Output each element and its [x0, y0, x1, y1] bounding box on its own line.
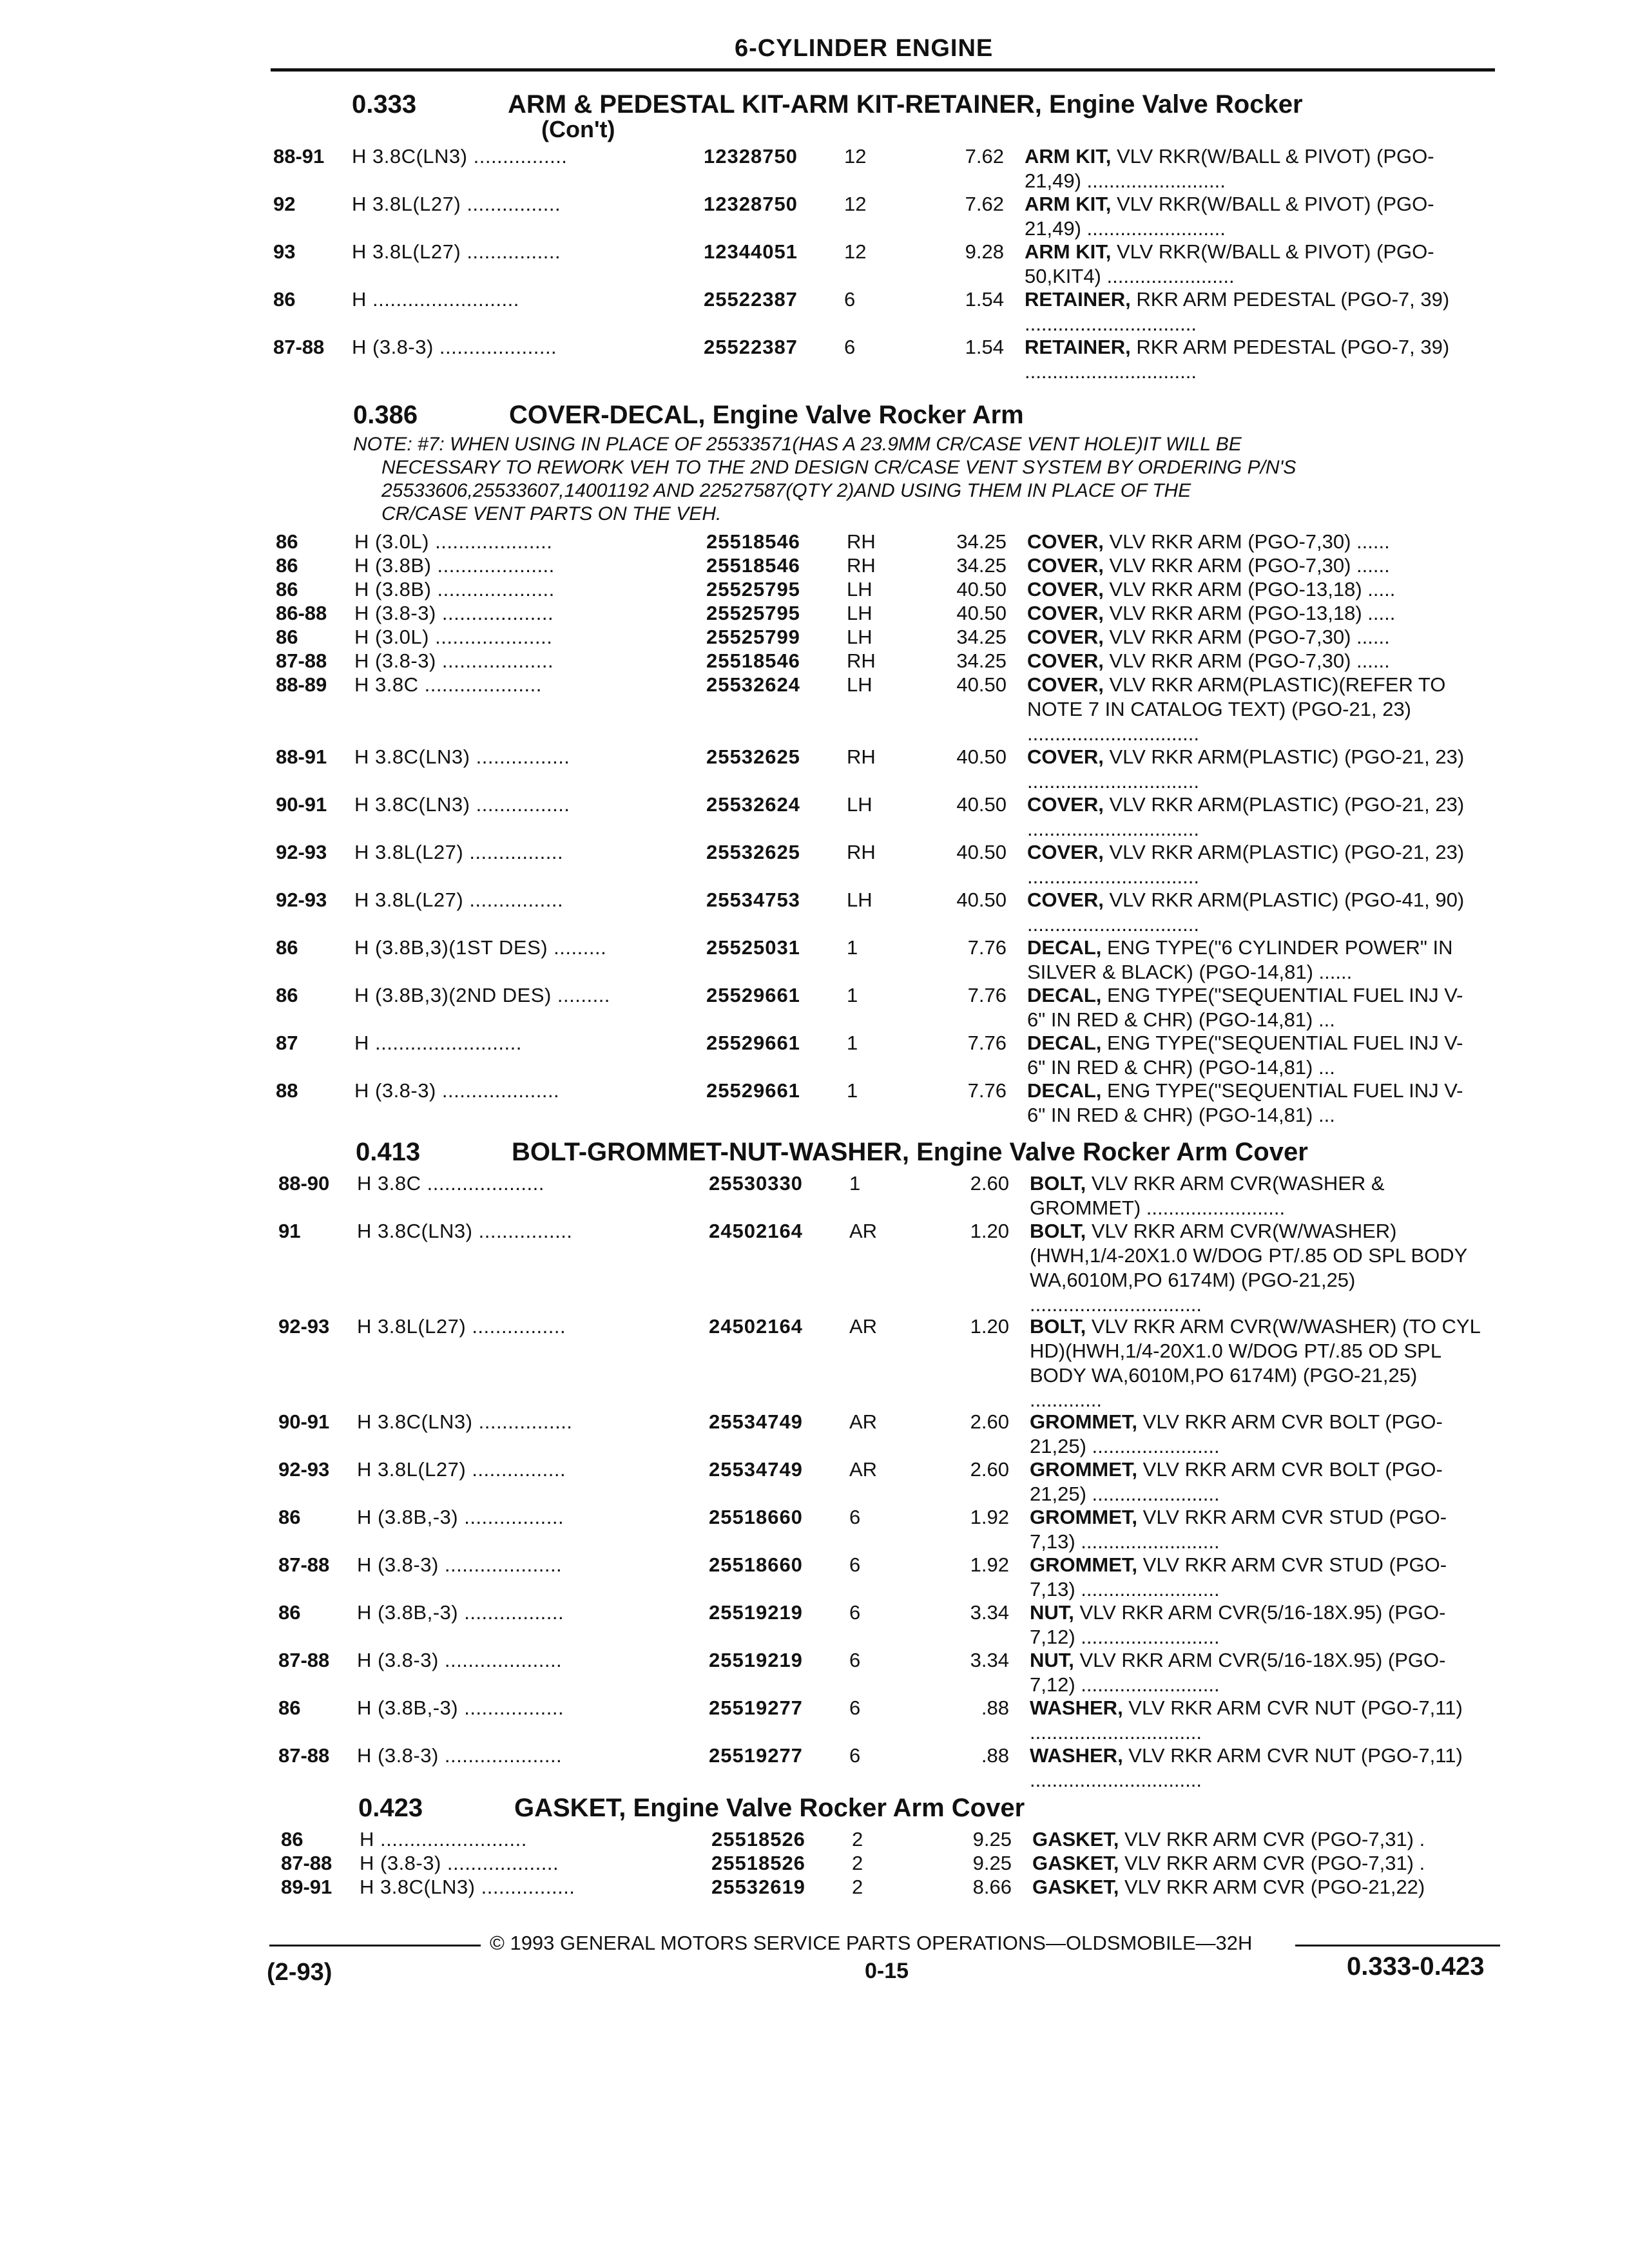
part-number-cell: 25532625 [706, 745, 800, 768]
description-text: VLV RKR ARM CVR (PGO-7,31) . [1119, 1852, 1425, 1874]
description-text: VLV RKR ARM (PGO-7,30) ...... [1103, 554, 1390, 577]
model-cell: H (3.8-3) ................... [354, 649, 554, 672]
price-cell: 40.50 [956, 578, 1007, 601]
price-cell: 34.25 [956, 554, 1007, 577]
part-number-cell: 25534749 [709, 1410, 803, 1433]
description-keyword: RETAINER, [1025, 336, 1131, 358]
price-cell: 40.50 [956, 793, 1007, 816]
catalog-note [353, 433, 1461, 526]
quantity-cell: RH [847, 554, 876, 577]
note-line: CR/CASE VENT PARTS ON THE VEH. [381, 503, 722, 524]
price-cell: 40.50 [956, 889, 1007, 911]
part-number-cell: 12344051 [704, 240, 798, 263]
description-keyword: COVER, [1027, 602, 1104, 624]
description-cell [1025, 287, 1476, 336]
price-cell: 7.62 [965, 193, 1004, 215]
model-cell: H (3.8-3) .................... [357, 1553, 563, 1576]
description-cell [1027, 673, 1478, 746]
year-cell: 91 [278, 1220, 301, 1242]
note-line: NOTE: #7: WHEN USING IN PLACE OF 25533571(HAS A 23.9MM CR/CASE VENT HOLE)IT WILL BE [353, 434, 1242, 455]
description-text: VLV RKR ARM CVR(5/16-18X.95) (PGO-7,12) ......................... [1030, 1649, 1446, 1696]
part-number-cell: 25534753 [706, 889, 800, 911]
year-cell: 92-93 [276, 841, 327, 863]
part-number-cell: 25529661 [706, 984, 800, 1006]
section-number: 0.386 [353, 401, 418, 429]
year-cell: 90-91 [276, 793, 327, 816]
quantity-cell: 6 [849, 1506, 861, 1528]
footer-date: (2-93) [267, 1959, 333, 1986]
price-cell: 40.50 [956, 841, 1007, 863]
part-number-cell: 25525795 [706, 578, 800, 601]
description-text: VLV RKR ARM CVR (PGO-7,31) . [1119, 1828, 1425, 1850]
quantity-cell: RH [847, 841, 876, 863]
model-cell: H 3.8C(LN3) ................ [357, 1410, 573, 1433]
description-text: VLV RKR ARM CVR(W/WASHER) (HWH,1/4-20X1.0 W/DOG PT/.85 OD SPL BODY WA,6010M,PO 6174M) (PGO-21,25) ............................... [1030, 1220, 1467, 1316]
year-cell: 86 [278, 1601, 301, 1624]
description-keyword: COVER, [1027, 649, 1104, 672]
model-cell: H 3.8C(LN3) ................ [357, 1220, 573, 1242]
description-text: VLV RKR ARM CVR(WASHER & GROMMET) ......................... [1030, 1172, 1385, 1219]
description-text: VLV RKR ARM CVR NUT (PGO-7,11) ............................... [1030, 1744, 1463, 1791]
price-cell: .88 [981, 1696, 1009, 1719]
quantity-cell: 2 [852, 1828, 863, 1850]
quantity-cell: LH [847, 626, 872, 648]
price-cell: 9.25 [972, 1828, 1012, 1850]
part-number-cell: 25518526 [711, 1828, 805, 1850]
year-cell: 88-91 [273, 145, 325, 168]
year-cell: 87-88 [278, 1553, 330, 1576]
model-cell: H (3.8-3) .................... [354, 1079, 560, 1102]
model-cell: H 3.8C(LN3) ................ [354, 793, 570, 816]
description-text: ENG TYPE("SEQUENTIAL FUEL INJ V-6" IN RED & CHR) (PGO-14,81) ... [1027, 1032, 1463, 1079]
model-cell: H (3.8B) .................... [354, 554, 555, 577]
section-subtitle: (Con't) [541, 116, 615, 142]
quantity-cell: AR [849, 1458, 878, 1481]
description-keyword: COVER, [1027, 889, 1104, 911]
description-text: VLV RKR ARM (PGO-7,30) ...... [1103, 530, 1390, 553]
description-keyword: DECAL, [1027, 936, 1102, 959]
part-number-cell: 25529661 [706, 1032, 800, 1054]
part-number-cell: 25522387 [704, 288, 798, 311]
description-cell [1032, 1827, 1483, 1852]
part-number-cell: 25530330 [709, 1172, 803, 1195]
description-cell [1030, 1171, 1481, 1220]
price-cell: 7.76 [967, 1079, 1007, 1102]
price-cell: 7.76 [967, 1032, 1007, 1054]
quantity-cell: 12 [844, 240, 867, 263]
quantity-cell: 2 [852, 1852, 863, 1874]
section-title: GASKET, Engine Valve Rocker Arm Cover [514, 1794, 1025, 1822]
description-keyword: DECAL, [1027, 984, 1102, 1006]
part-number-cell: 25519277 [709, 1744, 803, 1767]
description-cell [1030, 1553, 1481, 1602]
price-cell: 7.62 [965, 145, 1004, 168]
price-cell: 2.60 [970, 1458, 1009, 1481]
description-keyword: COVER, [1027, 841, 1104, 863]
description-cell [1030, 1648, 1481, 1697]
part-number-cell: 12328750 [704, 193, 798, 215]
description-text: VLV RKR ARM CVR NUT (PGO-7,11) ............................... [1030, 1696, 1463, 1744]
model-cell: H (3.8B,-3) ................. [357, 1696, 564, 1719]
part-number-cell: 25518526 [711, 1852, 805, 1874]
price-cell: .88 [981, 1744, 1009, 1767]
description-keyword: COVER, [1027, 626, 1104, 648]
part-number-cell: 25532625 [706, 841, 800, 863]
description-cell [1027, 936, 1478, 985]
part-number-cell: 25522387 [704, 336, 798, 358]
description-keyword: DECAL, [1027, 1032, 1102, 1054]
description-text: VLV RKR ARM (PGO-13,18) ..... [1103, 578, 1396, 601]
description-text: VLV RKR ARM CVR STUD (PGO-7,13) ......................... [1030, 1506, 1447, 1553]
part-number-cell: 24502164 [709, 1220, 803, 1242]
section-number: 0.413 [356, 1138, 421, 1166]
year-cell: 86 [278, 1696, 301, 1719]
quantity-cell: 6 [849, 1696, 861, 1719]
description-keyword: COVER, [1027, 673, 1104, 696]
model-cell: H 3.8L(L27) ................ [354, 889, 564, 911]
description-cell [1027, 649, 1478, 673]
description-text: VLV RKR ARM CVR BOLT (PGO-21,25) ....................... [1030, 1458, 1443, 1505]
model-cell: H 3.8C .................... [357, 1172, 545, 1195]
model-cell: H (3.8-3) ................... [354, 602, 554, 624]
description-text: VLV RKR(W/BALL & PIVOT) (PGO-50,KIT4) ....................... [1025, 240, 1434, 287]
description-keyword: BOLT, [1030, 1315, 1086, 1338]
price-cell: 34.25 [956, 649, 1007, 672]
quantity-cell: LH [847, 793, 872, 816]
description-cell [1030, 1600, 1481, 1649]
description-cell [1027, 745, 1478, 794]
price-cell: 3.34 [970, 1649, 1009, 1671]
description-keyword: NUT, [1030, 1601, 1074, 1624]
section-heading-0413 [356, 1138, 1490, 1169]
description-keyword: GASKET, [1032, 1852, 1119, 1874]
year-cell: 87-88 [278, 1649, 330, 1671]
price-cell: 1.54 [965, 288, 1004, 311]
description-text: RKR ARM PEDESTAL (PGO-7, 39) ............................... [1025, 288, 1450, 335]
year-cell: 88-89 [276, 673, 327, 696]
description-keyword: COVER, [1027, 793, 1104, 816]
model-cell: H (3.8-3) .................... [352, 336, 557, 358]
description-cell [1032, 1875, 1483, 1899]
year-cell: 86 [276, 984, 298, 1006]
quantity-cell: 6 [849, 1601, 861, 1624]
description-keyword: DECAL, [1027, 1079, 1102, 1102]
page-header-title: 6-CYLINDER ENGINE [735, 35, 994, 62]
description-text: VLV RKR ARM (PGO-13,18) ..... [1103, 602, 1396, 624]
quantity-cell: AR [849, 1410, 878, 1433]
description-cell [1027, 840, 1478, 889]
part-number-cell: 25532624 [706, 673, 800, 696]
year-cell: 89-91 [281, 1876, 333, 1898]
description-cell [1027, 625, 1478, 649]
price-cell: 1.20 [970, 1315, 1009, 1338]
model-cell: H ......................... [352, 288, 519, 311]
price-cell: 1.54 [965, 336, 1004, 358]
part-number-cell: 25529661 [706, 1079, 800, 1102]
description-cell [1030, 1457, 1481, 1506]
section-heading-0423 [358, 1794, 1492, 1825]
model-cell: H 3.8C(LN3) ................ [354, 745, 570, 768]
part-number-cell: 25518660 [709, 1506, 803, 1528]
quantity-cell: 6 [844, 288, 856, 311]
year-cell: 86-88 [276, 602, 327, 624]
price-cell: 34.25 [956, 530, 1007, 553]
description-cell [1027, 1031, 1478, 1080]
year-cell: 86 [276, 578, 298, 601]
year-cell: 86 [276, 936, 298, 959]
quantity-cell: LH [847, 602, 872, 624]
description-cell [1030, 1219, 1481, 1317]
year-cell: 93 [273, 240, 296, 263]
section-title: BOLT-GROMMET-NUT-WASHER, Engine Valve Rocker Arm Cover [512, 1138, 1308, 1166]
price-cell: 7.76 [967, 936, 1007, 959]
description-keyword: WASHER, [1030, 1696, 1123, 1719]
model-cell: H 3.8L(L27) ................ [352, 240, 561, 263]
description-text: VLV RKR ARM CVR STUD (PGO-7,13) ......................... [1030, 1553, 1447, 1600]
price-cell: 40.50 [956, 673, 1007, 696]
quantity-cell: 1 [849, 1172, 861, 1195]
year-cell: 92-93 [278, 1315, 330, 1338]
year-cell: 87-88 [273, 336, 325, 358]
header-rule [271, 68, 1495, 72]
description-cell [1027, 577, 1478, 602]
quantity-cell: RH [847, 530, 876, 553]
price-cell: 34.25 [956, 626, 1007, 648]
description-keyword: COVER, [1027, 530, 1104, 553]
part-number-cell: 25525795 [706, 602, 800, 624]
model-cell: H (3.8B) .................... [354, 578, 555, 601]
description-cell [1030, 1314, 1481, 1412]
description-cell [1027, 553, 1478, 578]
quantity-cell: 1 [847, 1079, 858, 1102]
price-cell: 40.50 [956, 745, 1007, 768]
model-cell: H (3.8-3) .................... [357, 1649, 563, 1671]
note-line: NECESSARY TO REWORK VEH TO THE 2ND DESIGN CR/CASE VENT SYSTEM BY ORDERING P/N'S [381, 457, 1296, 478]
price-cell: 1.92 [970, 1553, 1009, 1576]
part-number-cell: 25518546 [706, 649, 800, 672]
description-cell [1025, 192, 1476, 241]
model-cell: H 3.8L(L27) ................ [352, 193, 561, 215]
description-text: VLV RKR ARM CVR (PGO-21,22) [1119, 1876, 1425, 1898]
description-keyword: ARM KIT, [1025, 240, 1112, 263]
description-keyword: COVER, [1027, 578, 1104, 601]
part-number-cell: 25518546 [706, 554, 800, 577]
model-cell: H 3.8C(LN3) ................ [352, 145, 568, 168]
footer-rule-right [1295, 1945, 1500, 1946]
description-text: ENG TYPE("SEQUENTIAL FUEL INJ V-6" IN RED & CHR) (PGO-14,81) ... [1027, 1079, 1463, 1126]
description-text: VLV RKR ARM CVR(5/16-18X.95) (PGO-7,12) ......................... [1030, 1601, 1446, 1648]
price-cell: 9.25 [972, 1852, 1012, 1874]
year-cell: 86 [281, 1828, 304, 1850]
year-cell: 87-88 [276, 649, 327, 672]
description-keyword: GASKET, [1032, 1828, 1119, 1850]
description-keyword: ARM KIT, [1025, 145, 1112, 168]
model-cell: H 3.8C(LN3) ................ [360, 1876, 575, 1898]
price-cell: 3.34 [970, 1601, 1009, 1624]
quantity-cell: 1 [847, 984, 858, 1006]
description-cell [1030, 1744, 1481, 1792]
footer-copyright: © 1993 GENERAL MOTORS SERVICE PARTS OPERATIONS—OLDSMOBILE—32H [490, 1932, 1253, 1954]
part-number-cell: 12328750 [704, 145, 798, 168]
quantity-cell: AR [849, 1220, 878, 1242]
model-cell: H 3.8L(L27) ................ [354, 841, 564, 863]
note-line: 25533606,25533607,14001192 AND 22527587(QTY 2)AND USING THEM IN PLACE OF THE [381, 480, 1191, 501]
description-text: VLV RKR ARM CVR(W/WASHER) (TO CYL HD)(HWH,1/4-20X1.0 W/DOG PT/.85 OD SPL BODY WA,6010M,PO 6174M) (PGO-21,25) ............. [1030, 1315, 1480, 1411]
part-number-cell: 25525031 [706, 936, 800, 959]
price-cell: 9.28 [965, 240, 1004, 263]
model-cell: H (3.8-3) ................... [360, 1852, 559, 1874]
quantity-cell: 6 [844, 336, 856, 358]
part-number-cell: 25519277 [709, 1696, 803, 1719]
footer-rule-left [269, 1945, 481, 1946]
description-keyword: WASHER, [1030, 1744, 1123, 1767]
description-keyword: NUT, [1030, 1649, 1074, 1671]
quantity-cell: 12 [844, 145, 867, 168]
quantity-cell: 12 [844, 193, 867, 215]
description-keyword: GROMMET, [1030, 1410, 1138, 1433]
description-cell [1025, 335, 1476, 384]
year-cell: 86 [273, 288, 296, 311]
model-cell: H 3.8L(L27) ................ [357, 1458, 566, 1481]
description-keyword: BOLT, [1030, 1220, 1086, 1242]
model-cell: H (3.8B,3)(1ST DES) ......... [354, 936, 607, 959]
description-text: VLV RKR(W/BALL & PIVOT) (PGO-21,49) ......................... [1025, 145, 1434, 192]
price-cell: 2.60 [970, 1172, 1009, 1195]
description-cell [1027, 793, 1478, 841]
description-keyword: GROMMET, [1030, 1458, 1138, 1481]
section-number: 0.423 [358, 1794, 423, 1822]
description-keyword: GASKET, [1032, 1876, 1119, 1898]
quantity-cell: 6 [849, 1744, 861, 1767]
footer-section-range: 0.333-0.423 [1347, 1952, 1485, 1981]
quantity-cell: 2 [852, 1876, 863, 1898]
description-cell [1025, 240, 1476, 289]
description-keyword: BOLT, [1030, 1172, 1086, 1195]
description-cell [1027, 1079, 1478, 1128]
model-cell: H ......................... [360, 1828, 527, 1850]
year-cell: 88-91 [276, 745, 327, 768]
quantity-cell: 1 [847, 1032, 858, 1054]
year-cell: 86 [276, 626, 298, 648]
description-cell [1032, 1851, 1483, 1876]
part-number-cell: 25532619 [711, 1876, 805, 1898]
description-cell [1027, 530, 1478, 554]
description-keyword: RETAINER, [1025, 288, 1131, 311]
quantity-cell: LH [847, 889, 872, 911]
section-heading-0333 [352, 90, 1486, 121]
description-text: VLV RKR ARM(PLASTIC) (PGO-41, 90) ............................... [1027, 889, 1465, 936]
model-cell: H (3.8B,-3) ................. [357, 1506, 564, 1528]
price-cell: 2.60 [970, 1410, 1009, 1433]
price-cell: 1.20 [970, 1220, 1009, 1242]
part-number-cell: 25532624 [706, 793, 800, 816]
section-heading-0386 [353, 401, 1487, 432]
price-cell: 8.66 [972, 1876, 1012, 1898]
part-number-cell: 25518546 [706, 530, 800, 553]
model-cell: H 3.8C .................... [354, 673, 542, 696]
description-text: VLV RKR(W/BALL & PIVOT) (PGO-21,49) ......................... [1025, 193, 1434, 240]
price-cell: 7.76 [967, 984, 1007, 1006]
quantity-cell: AR [849, 1315, 878, 1338]
part-number-cell: 25525799 [706, 626, 800, 648]
part-number-cell: 25519219 [709, 1649, 803, 1671]
description-cell [1030, 1410, 1481, 1459]
description-text: VLV RKR ARM(PLASTIC) (PGO-21, 23) ............................... [1027, 793, 1465, 840]
description-text: VLV RKR ARM (PGO-7,30) ...... [1103, 649, 1390, 672]
year-cell: 86 [276, 554, 298, 577]
section-number: 0.333 [352, 90, 417, 119]
quantity-cell: RH [847, 745, 876, 768]
year-cell: 90-91 [278, 1410, 330, 1433]
model-cell: H (3.8-3) .................... [357, 1744, 563, 1767]
description-cell [1030, 1696, 1481, 1745]
description-keyword: GROMMET, [1030, 1506, 1138, 1528]
model-cell: H ......................... [354, 1032, 522, 1054]
model-cell: H (3.0L) .................... [354, 626, 553, 648]
section-title: COVER-DECAL, Engine Valve Rocker Arm [509, 401, 1024, 429]
description-text: VLV RKR ARM (PGO-7,30) ...... [1103, 626, 1390, 648]
price-cell: 1.92 [970, 1506, 1009, 1528]
year-cell: 88 [276, 1079, 298, 1102]
model-cell: H (3.8B,-3) ................. [357, 1601, 564, 1624]
year-cell: 88-90 [278, 1172, 330, 1195]
description-text: VLV RKR ARM(PLASTIC) (PGO-21, 23) ............................... [1027, 841, 1465, 888]
description-text: ENG TYPE("6 CYLINDER POWER" IN SILVER & BLACK) (PGO-14,81) ...... [1027, 936, 1453, 983]
quantity-cell: RH [847, 649, 876, 672]
part-number-cell: 24502164 [709, 1315, 803, 1338]
section-title: ARM & PEDESTAL KIT-ARM KIT-RETAINER, Engine Valve Rocker [508, 90, 1303, 119]
model-cell: H (3.8B,3)(2ND DES) ......... [354, 984, 610, 1006]
year-cell: 92 [273, 193, 296, 215]
description-text: VLV RKR ARM(PLASTIC) (PGO-21, 23) ............................... [1027, 745, 1465, 793]
quantity-cell: 1 [847, 936, 858, 959]
description-keyword: COVER, [1027, 745, 1104, 768]
description-keyword: ARM KIT, [1025, 193, 1112, 215]
description-text: VLV RKR ARM CVR BOLT (PGO-21,25) ....................... [1030, 1410, 1443, 1457]
year-cell: 86 [276, 530, 298, 553]
part-number-cell: 25534749 [709, 1458, 803, 1481]
year-cell: 92-93 [278, 1458, 330, 1481]
description-cell [1027, 888, 1478, 937]
quantity-cell: 6 [849, 1553, 861, 1576]
description-text: VLV RKR ARM(PLASTIC)(REFER TO NOTE 7 IN CATALOG TEXT) (PGO-21, 23) ............................... [1027, 673, 1446, 745]
description-cell [1027, 601, 1478, 626]
description-cell [1030, 1505, 1481, 1554]
quantity-cell: 6 [849, 1649, 861, 1671]
quantity-cell: LH [847, 673, 872, 696]
year-cell: 92-93 [276, 889, 327, 911]
quantity-cell: LH [847, 578, 872, 601]
year-cell: 87-88 [281, 1852, 333, 1874]
year-cell: 87-88 [278, 1744, 330, 1767]
description-cell [1027, 983, 1478, 1032]
description-keyword: COVER, [1027, 554, 1104, 577]
price-cell: 40.50 [956, 602, 1007, 624]
part-number-cell: 25519219 [709, 1601, 803, 1624]
description-keyword: GROMMET, [1030, 1553, 1138, 1576]
model-cell: H (3.0L) .................... [354, 530, 553, 553]
description-text: RKR ARM PEDESTAL (PGO-7, 39) ............................... [1025, 336, 1450, 383]
description-cell [1025, 144, 1476, 193]
part-number-cell: 25518660 [709, 1553, 803, 1576]
model-cell: H 3.8L(L27) ................ [357, 1315, 566, 1338]
footer-page-number: 0-15 [865, 1959, 909, 1983]
year-cell: 86 [278, 1506, 301, 1528]
description-text: ENG TYPE("SEQUENTIAL FUEL INJ V-6" IN RED & CHR) (PGO-14,81) ... [1027, 984, 1463, 1031]
year-cell: 87 [276, 1032, 298, 1054]
